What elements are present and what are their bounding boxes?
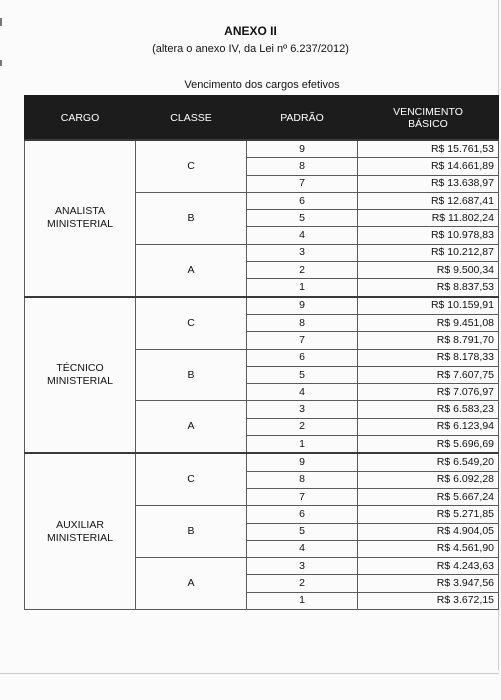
vencimento-cell: R$ 9.451,08 [358, 314, 499, 331]
vencimento-cell: R$ 6.549,20 [358, 453, 499, 471]
column-header-classe: CLASSE [136, 96, 247, 141]
vencimento-cell: R$ 3.947,56 [358, 575, 499, 592]
table-row [25, 453, 499, 471]
vencimento-cell: R$ 10.212,87 [358, 244, 499, 261]
vencimento-cell: R$ 6.583,23 [358, 401, 499, 418]
padrao-cell: 4 [247, 384, 358, 401]
padrao-cell: 6 [247, 192, 358, 209]
padrao-cell: 9 [247, 453, 358, 471]
padrao-cell: 4 [247, 540, 358, 557]
cargo-cell: AUXILIAR MINISTERIAL [25, 453, 136, 609]
table-row [25, 140, 499, 158]
classe-cell: A [136, 401, 247, 453]
padrao-cell: 1 [247, 592, 358, 609]
padrao-cell: 6 [247, 506, 358, 523]
padrao-cell: 5 [247, 523, 358, 540]
vencimento-cell: R$ 4.243,63 [358, 558, 499, 575]
vencimento-cell: R$ 6.123,94 [358, 418, 499, 435]
classe-cell: C [136, 140, 247, 192]
vencimento-cell: R$ 13.638,97 [358, 175, 499, 192]
classe-cell: A [136, 244, 247, 296]
padrao-cell: 8 [247, 314, 358, 331]
vencimento-cell: R$ 9.500,34 [358, 262, 499, 279]
classe-cell: B [136, 349, 247, 401]
padrao-cell: 2 [247, 418, 358, 435]
vencimento-cell: R$ 10.159,91 [358, 297, 499, 315]
classe-cell: B [136, 506, 247, 558]
vencimento-cell: R$ 15.761,53 [358, 140, 499, 158]
padrao-cell: 5 [247, 366, 358, 383]
padrao-cell: 1 [247, 279, 358, 297]
vencimento-cell: R$ 12.687,41 [358, 192, 499, 209]
padrao-cell: 6 [247, 349, 358, 366]
vencimento-cell: R$ 7.607,75 [358, 366, 499, 383]
vencimento-cell: R$ 3.672,15 [358, 592, 499, 609]
margin-mark [0, 60, 2, 66]
vencimento-cell: R$ 7.076,97 [358, 384, 499, 401]
padrao-cell: 3 [247, 401, 358, 418]
padrao-cell: 1 [247, 436, 358, 454]
vencimento-cell: R$ 8.178,33 [358, 349, 499, 366]
padrao-cell: 4 [247, 227, 358, 244]
padrao-cell: 8 [247, 158, 358, 175]
column-header-vencimento [358, 96, 499, 141]
padrao-cell: 2 [247, 575, 358, 592]
vencimento-cell: R$ 8.837,53 [358, 279, 499, 297]
vencimento-cell: R$ 11.802,24 [358, 210, 499, 227]
vencimento-cell: R$ 4.561,90 [358, 540, 499, 557]
padrao-cell: 3 [247, 558, 358, 575]
padrao-cell: 7 [247, 332, 358, 349]
page-bottom-edge [0, 673, 499, 674]
column-header-cargo: CARGO [25, 96, 136, 141]
salary-table [24, 95, 499, 610]
cargo-cell: TÉCNICO MINISTERIAL [25, 297, 136, 454]
cargo-cell: ANALISTA MINISTERIAL [25, 140, 136, 297]
vencimento-cell: R$ 4.904,05 [358, 523, 499, 540]
classe-cell: B [136, 192, 247, 244]
classe-cell: C [136, 297, 247, 349]
column-header-padrao: PADRÃO [247, 96, 358, 141]
vencimento-cell: R$ 6.092,28 [358, 471, 499, 488]
salary-table-body [25, 140, 499, 610]
table-caption: Vencimento dos cargos efetivos [184, 79, 340, 91]
padrao-cell: 9 [247, 140, 358, 158]
padrao-cell: 5 [247, 210, 358, 227]
classe-cell: C [136, 453, 247, 505]
vencimento-cell: R$ 10.978,83 [358, 227, 499, 244]
vencimento-cell: R$ 8.791,70 [358, 332, 499, 349]
vencimento-cell: R$ 5.271,85 [358, 506, 499, 523]
padrao-cell: 2 [247, 262, 358, 279]
padrao-cell: 8 [247, 471, 358, 488]
padrao-cell: 9 [247, 297, 358, 315]
padrao-cell: 7 [247, 488, 358, 505]
table-header-row [25, 96, 499, 141]
vencimento-cell: R$ 5.696,69 [358, 436, 499, 454]
padrao-cell: 7 [247, 175, 358, 192]
document-subtitle: (altera o anexo IV, da Lei nº 6.237/2012) [152, 43, 349, 55]
padrao-cell: 3 [247, 244, 358, 261]
vencimento-cell: R$ 5.667,24 [358, 488, 499, 505]
document-title: ANEXO II [224, 24, 277, 38]
vencimento-cell: R$ 14.661,89 [358, 158, 499, 175]
column-header-vencimento-label: VENCIMENTO BÁSICO [393, 105, 463, 130]
table-row [25, 297, 499, 315]
classe-cell: A [136, 558, 247, 610]
